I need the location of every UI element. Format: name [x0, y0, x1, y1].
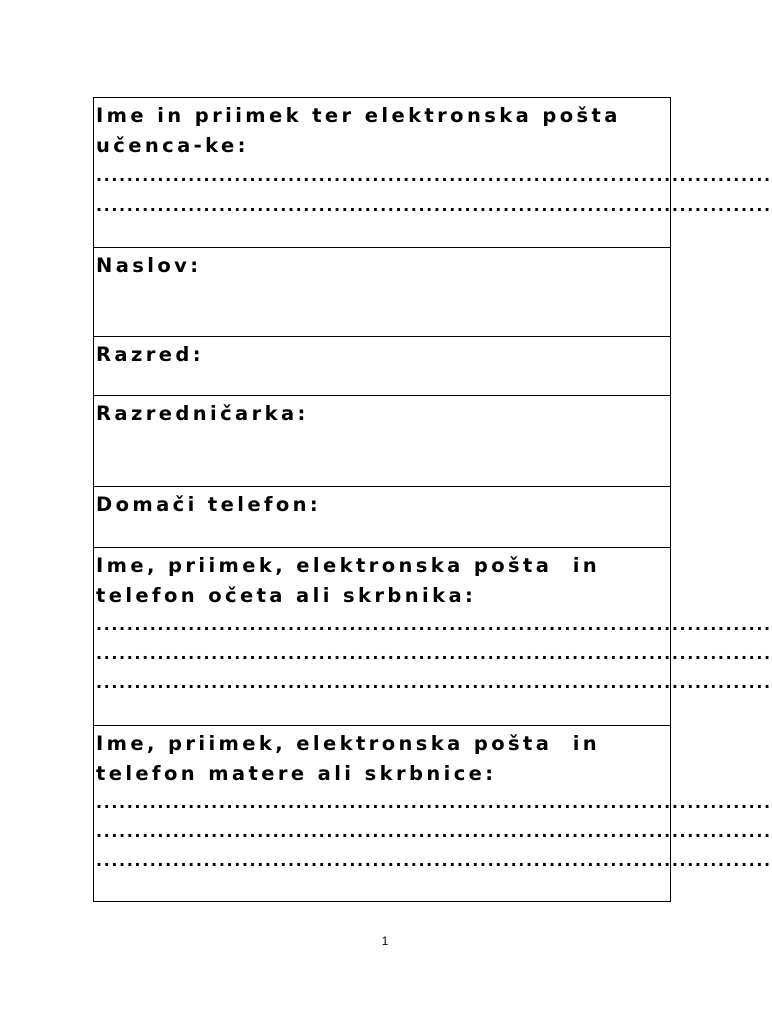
row-label: telefon očeta ali skrbnika:: [96, 584, 477, 607]
dotted-fill-line[interactable]: ........................................................................................: [96, 196, 772, 215]
row-label: Razredničarka:: [96, 402, 309, 425]
row-label: Domači telefon:: [96, 493, 322, 516]
student-info-form: [93, 97, 772, 902]
row-label: Ime, priimek, elektronska pošta in: [96, 732, 601, 755]
dotted-fill-line[interactable]: ........................................................................................: [96, 851, 772, 870]
student-name-email-row: [94, 98, 772, 248]
row-label: Ime in priimek ter elektronska pošta: [96, 104, 621, 127]
dotted-fill-line[interactable]: ........................................................................................: [96, 673, 772, 692]
row-label: Ime, priimek, elektronska pošta in: [96, 554, 601, 577]
class-row: [94, 337, 670, 396]
dotted-fill-line[interactable]: ........................................................................................: [96, 166, 772, 185]
page-number: 1: [381, 934, 389, 948]
home-phone-row: [94, 487, 670, 548]
row-label: telefon matere ali skrbnice:: [96, 762, 497, 785]
row-label: Naslov:: [96, 254, 202, 277]
address-row: [94, 248, 670, 337]
father-contact-row: [94, 548, 772, 726]
dotted-fill-line[interactable]: ........................................................................................: [96, 615, 772, 634]
dotted-fill-line[interactable]: ........................................................................................: [96, 644, 772, 663]
dotted-fill-line[interactable]: ........................................................................................: [96, 822, 772, 841]
dotted-fill-line[interactable]: ........................................................................................: [96, 793, 772, 812]
class-teacher-row: [94, 396, 670, 487]
mother-contact-row: [94, 726, 772, 903]
row-label: učenca-ke:: [96, 134, 249, 157]
row-label: Razred:: [96, 343, 204, 366]
